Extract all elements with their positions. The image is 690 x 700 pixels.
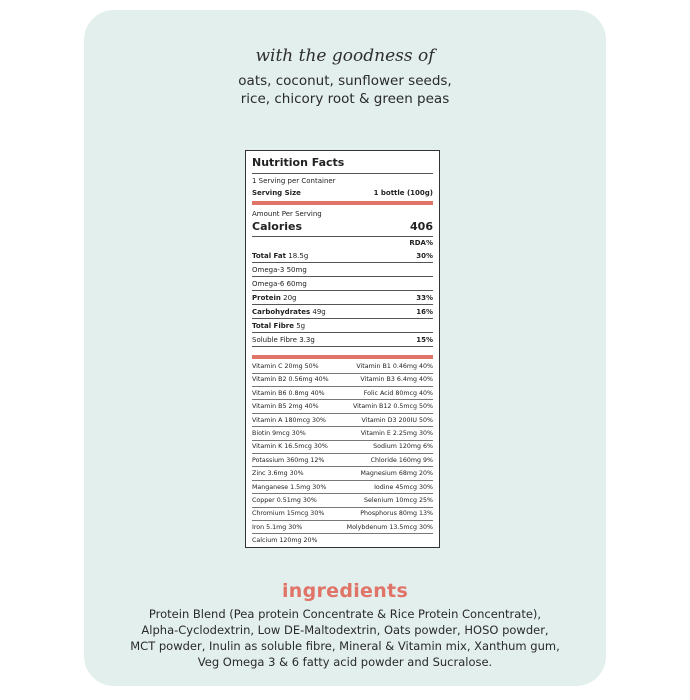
macro-row — [252, 265, 433, 275]
micronutrient-right: Molybdenum 13.5mcg 30% — [346, 523, 433, 531]
micronutrient-right: Magnesium 68mg 20% — [360, 470, 433, 478]
micronutrient-left: Vitamin B6 0.8mg 40% — [252, 389, 325, 397]
micronutrient-right: Vitamin B1 0.46mg 40% — [356, 363, 433, 370]
ingredients-text — [84, 606, 606, 670]
micronutrient-right: Iodine 45mcg 30% — [374, 483, 433, 491]
macro-name: Total Fat — [252, 252, 287, 260]
micronutrient-row — [252, 507, 433, 521]
micronutrient-left: Vitamin B2 0.56mg 40% — [252, 376, 329, 384]
macro-name: Soluble Fibre — [252, 336, 297, 344]
macro-name: Carbohydrates — [252, 308, 311, 316]
micronutrient-row — [252, 494, 433, 508]
micronutrient-left: Zinc 3.6mg 30% — [252, 470, 304, 478]
row-divider — [252, 304, 433, 305]
nutrition-title: Nutrition Facts — [252, 156, 345, 169]
macro-rda: 16% — [416, 308, 433, 316]
macro-row — [252, 335, 433, 345]
macro-name: Omega-6 — [252, 280, 285, 288]
sources-line: rice, chicory root & green peas — [240, 91, 450, 107]
micronutrient-left: Manganese 1.5mg 30% — [252, 483, 327, 491]
micronutrient-row — [252, 414, 433, 428]
macro-row — [252, 251, 433, 261]
calories-row — [252, 220, 433, 234]
micronutrient-left: Vitamin K 16.5mcg 30% — [252, 443, 328, 451]
macro-name: Omega-3 — [252, 266, 285, 274]
macro-rda: 30% — [416, 252, 433, 260]
serving-size-value: 1 bottle (100g) — [373, 189, 433, 197]
micronutrient-right: Vitamin B12 0.5mcg 50% — [352, 403, 433, 411]
micronutrient-row — [252, 400, 433, 414]
micronutrient-right: Folic Acid 80mcg 40% — [363, 389, 433, 397]
sources-line: oats, coconut, sunflower seeds, — [238, 73, 452, 89]
micronutrient-row — [252, 427, 433, 441]
macro-amount: 3.3g — [299, 336, 315, 344]
row-divider — [252, 262, 433, 263]
macro-name: Total Fibre — [252, 322, 294, 330]
tagline: with the goodness of — [255, 46, 435, 66]
micronutrient-row — [252, 467, 433, 481]
row-divider — [252, 346, 433, 347]
macro-amount: 49g — [312, 308, 326, 316]
micronutrient-left: Chromium 15mcg 30% — [252, 510, 325, 518]
micronutrient-right: Vitamin E 2.25mg 30% — [360, 430, 433, 437]
micronutrient-right: Phosphorus 80mg 13% — [360, 510, 433, 518]
macro-rda: 33% — [416, 294, 433, 302]
micronutrient-left: Biotin 9mcg 30% — [252, 430, 306, 437]
micronutrient-right: Sodium 120mg 6% — [373, 443, 433, 451]
macro-row — [252, 321, 433, 331]
serving-size-label: Serving Size — [252, 189, 301, 197]
ingredient-sources — [84, 72, 606, 108]
divider — [252, 236, 433, 237]
ingredients-line: Veg Omega 3 & 6 fatty acid powder and Sucralose. — [197, 655, 493, 669]
macro-name: Protein — [252, 294, 281, 302]
ingredients-title: ingredients — [281, 580, 409, 602]
micronutrient-right: Vitamin D3 200IU 50% — [361, 416, 433, 424]
macro-amount: 18.5g — [288, 252, 309, 260]
micronutrient-left: Vitamin B5 2mg 40% — [252, 403, 319, 411]
calories-value: 406 — [410, 220, 433, 233]
micronutrient-row — [252, 360, 433, 374]
micronutrient-row — [252, 481, 433, 495]
ingredients-line: MCT powder, Inulin as soluble fibre, Mineral & Vitamin mix, Xanthum gum, — [130, 639, 560, 653]
macro-row — [252, 293, 433, 303]
amount-per-serving: Amount Per Serving — [252, 210, 322, 218]
micronutrient-left: Calcium 120mg 20% — [252, 537, 318, 545]
row-divider — [252, 318, 433, 319]
micronutrient-row — [252, 521, 433, 535]
ingredients-line: Alpha-Cyclodextrin, Low DE-Maltodextrin, Oats powder, HOSO powder, — [141, 623, 549, 637]
nutrition-facts-panel — [245, 150, 440, 548]
micronutrient-left: Vitamin C 20mg 50% — [252, 363, 319, 370]
macro-row — [252, 307, 433, 317]
micronutrient-right: Selenium 10mcg 25% — [364, 497, 433, 504]
micronutrient-row — [252, 534, 433, 548]
micronutrient-left: Potassium 360mg 12% — [252, 456, 325, 464]
accent-bar — [252, 201, 433, 205]
macro-amount: 50mg — [286, 266, 307, 274]
micronutrient-left: Iron 5.1mg 30% — [252, 523, 303, 531]
macro-amount: 60mg — [286, 280, 307, 288]
micronutrient-left: Copper 0.51mg 30% — [252, 497, 317, 504]
micronutrient-row — [252, 454, 433, 468]
macro-amount: 5g — [296, 322, 306, 330]
row-divider — [252, 332, 433, 333]
calories-label: Calories — [252, 220, 303, 233]
macro-rda: 15% — [416, 336, 433, 344]
macro-amount: 20g — [283, 294, 297, 302]
micronutrient-right: Chloride 160mg 9% — [370, 456, 433, 464]
product-card — [84, 10, 606, 686]
ingredients-line: Protein Blend (Pea protein Concentrate & Rice Protein Concentrate), — [148, 607, 542, 621]
micronutrient-row — [252, 440, 433, 454]
row-divider — [252, 276, 433, 277]
rda-label: RDA% — [409, 239, 433, 247]
servings-per-container: 1 Serving per Container — [252, 177, 336, 185]
micronutrient-left: Vitamin A 180mcg 30% — [252, 416, 327, 424]
divider — [252, 173, 433, 174]
accent-bar — [252, 355, 433, 359]
rda-header — [252, 238, 433, 248]
row-divider — [252, 290, 433, 291]
serving-size-row — [252, 188, 433, 198]
micronutrient-row — [252, 373, 433, 387]
micronutrient-row — [252, 387, 433, 401]
micronutrient-right: Vitamin B3 6.4mg 40% — [360, 376, 433, 384]
macro-row — [252, 279, 433, 289]
